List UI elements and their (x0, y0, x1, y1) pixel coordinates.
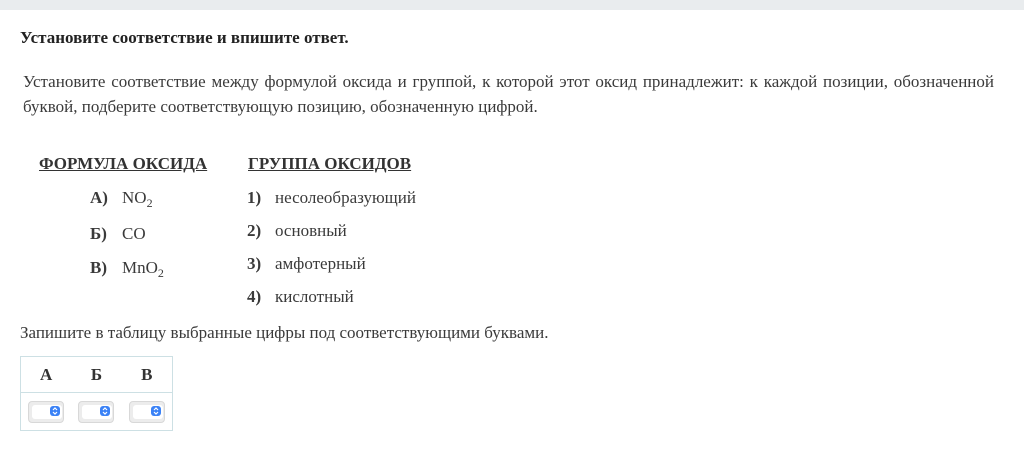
group-item-label: несолеобразующий (275, 188, 416, 207)
answer-select-c[interactable] (129, 401, 165, 423)
group-item-key: 1) (247, 188, 262, 207)
group-item-1 (247, 188, 416, 208)
formula-column-title: ФОРМУЛА ОКСИДА (39, 154, 208, 173)
answer-table-select-row (21, 393, 173, 431)
group-item-2 (247, 221, 347, 241)
task-text: Установите соответствие между формулой оксида и группой, к которой этот оксид принадлежит: к каждой позиции, обозначенной буквой, подберите соответствующую позицию, обозначенную цифрой. (23, 72, 994, 116)
select-arrows-icon (100, 406, 110, 416)
formula-base: NO (122, 188, 147, 207)
answer-table (20, 356, 173, 431)
answer-instruction: Запишите в таблицу выбранные цифры под соответствующими буквами. (20, 323, 549, 342)
group-item-label: основный (275, 221, 347, 240)
formula-item-a (90, 188, 153, 208)
group-item-key: 3) (247, 254, 262, 273)
formula-item-key: В) (90, 258, 107, 277)
formula-subscript: 2 (146, 196, 153, 210)
group-item-key: 2) (247, 221, 262, 240)
answer-header-c: В (122, 357, 173, 393)
group-column-title: ГРУППА ОКСИДОВ (248, 154, 412, 173)
select-arrows-icon (151, 406, 161, 416)
answer-cell-c (122, 393, 173, 431)
group-item-4 (247, 287, 354, 307)
select-arrows-icon (50, 406, 60, 416)
formula-subscript: 2 (157, 266, 164, 280)
formula-item-c (90, 258, 164, 278)
top-strip (0, 0, 1024, 10)
group-item-label: кислотный (275, 287, 354, 306)
formula-item-b (90, 224, 146, 244)
group-item-key: 4) (247, 287, 262, 306)
formula-base: MnO (122, 258, 158, 277)
formula-base: CO (122, 224, 146, 243)
group-item-label: амфотерный (275, 254, 366, 273)
answer-select-a[interactable] (28, 401, 64, 423)
task-heading: Установите соответствие и впишите ответ. (20, 28, 349, 47)
answer-select-b[interactable] (78, 401, 114, 423)
answer-cell-b (71, 393, 121, 431)
answer-cell-a (21, 393, 72, 431)
answer-header-a: А (21, 357, 72, 393)
answer-table-header-row (21, 357, 173, 393)
group-item-3 (247, 254, 366, 274)
formula-item-key: А) (90, 188, 108, 207)
formula-item-key: Б) (90, 224, 107, 243)
answer-header-b: Б (71, 357, 121, 393)
